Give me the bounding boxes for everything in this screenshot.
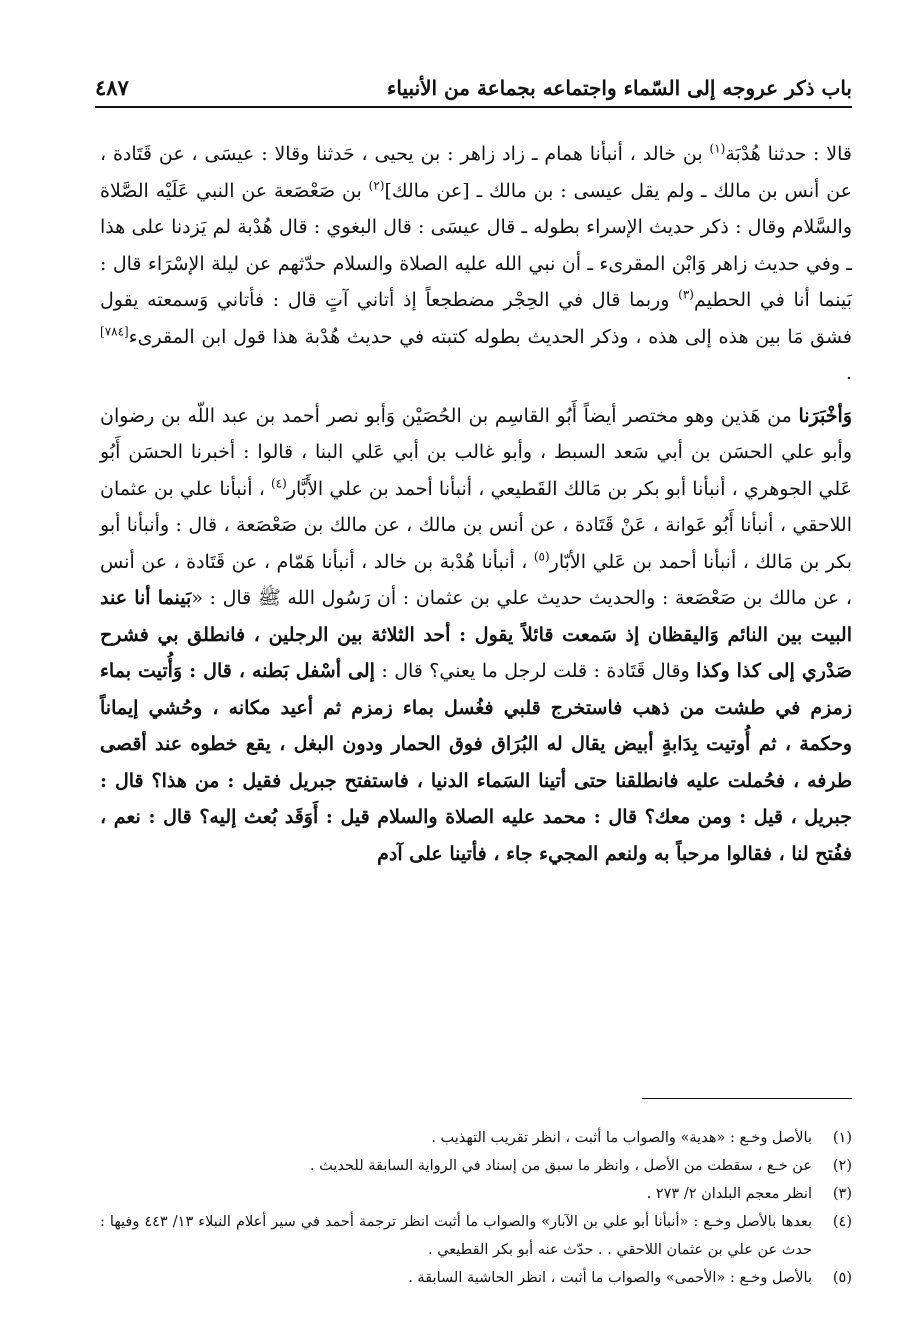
footnote-number: (٥) (832, 1270, 852, 1286)
text-run: ، أنبأنا علي بن عثمان اللاحقي ، أنبأنا أَبُو عَوانة ، عَنْ قَتَادة ، عن أنس بن مالك ، عن مالك بن صَعْصَعة ، قال : وأنبأنا أبو بكر بن مَالك ، أنبأنا أحمد بن عَلي الأبّار (100, 477, 852, 573)
footnote-item (100, 1152, 852, 1180)
footnote-text: انظر معجم البلدان ٢/ ٢٧٣ . (646, 1186, 812, 1202)
footnotes (100, 1124, 852, 1292)
footnote-item (100, 1264, 852, 1292)
footnote-marker: (٢) (368, 178, 385, 193)
footnote-number: (٤) (832, 1214, 852, 1230)
text-run: ، أنبأنا هُدْبة بن خالد ، أنبأنا هَمّام ، عن قَتَادة ، عن أنس ، عن مالك بن صَعْصَعة : والحديث حديث علي بن عثمان : أن رَسُول الله ﷺ قال : « (100, 550, 852, 609)
footnote-item (100, 1208, 852, 1264)
running-title: باب ذكر عروجه إلى السّماء واجتماعه بجماعة من الأنبياء (387, 76, 852, 100)
text-run: من هَذين وهو مختصر أيضاً أَبُو القاسِم بن الحُصَيْن وَأبو نصر أحمد بن عبد اللّه بن رضوان وأبو علي الحسَن بن أبي سَعد السبط ، وأبو غالب بن أبي عَلي البنا ، قالوا : أخبرنا الحسَن أَبُو عَلي الجوهري ، أنبأنا أبو بكر بن مَالك القَطيعي ، أنبأنا أحمد بن علي الأَبَّار (100, 404, 852, 500)
text-run: بن خالد ، أنبأنا همام ـ زاد زاهر : بن يحيى ، حَدثنا وقالا : عيسَى ، عن قَتَادة ، عن أنس بن مالك ـ ولم يقل عيسى : بن مالك ـ [عن مالك] (100, 143, 853, 202)
footnote-marker: (٤) (270, 476, 287, 491)
footnote-text: بالأصل وخـع : «هدية» والصواب ما أثبت ، انظر تقريب التهذيب . (431, 1130, 812, 1146)
footnote-marker: (١) (709, 141, 726, 156)
footnote-item (100, 1124, 852, 1152)
footnote-marker: [٧٨٤] (100, 324, 129, 339)
text-run: بن صَعْصَعة عن النبي عَلَيْه الصَّلاة والسَّلام وقال : ذكر حديث الإسراء بطوله ـ قال عيسَى : قال البغوي : قال هُدْبة لم يَزدنا على هذا ـ وفي حديث زاهر وَابْن المقرىء ـ أن نبي الله عليه الصلاة والسلام حدّثهم عن ليلة الإسْرَاء قال : بَينما أنا في الحطيم (100, 179, 852, 311)
text-run: وربما قال في الحِجْر مضطجعاً إذ أتاني آتٍ قال : فأتاني وَسمعته يقول فشق مَا بين هذه إلى هذه ، وذكر الحديث بطوله كتبته في حديث هُدْبة هذا قول ابن المقرىء (100, 289, 852, 348)
footnote-item (100, 1180, 852, 1208)
paragraph-lead-word: وَأخْبَرَنا (798, 404, 852, 427)
main-text (100, 136, 852, 872)
hadith-text: إلى أسْفل بَطنه ، قال : وَأُتيت بماء زمزم في طشت من ذهب فاستخرج قلبي فغُسل بماء زمزم ثم أعيد مكانه ، وحُشي إيماناً وحكمة ، ثم أُوتيت بِدَابةٍ أبيض يقال له البُرَاق فوق الحمار ودون البغل ، يقع خطوه عند أقصى طرفه ، فحُملت عليه فانطلقنا حتى أتينا السَماء الدنيا ، فاستفتح جبريل فقيل : من هذا؟ قال : جبريل ، قيل : ومن معك؟ قال : محمد عليه الصلاة والسلام قيل : أَوَقَد بُعث إليه؟ قال : نعم ، ففُتح لنا ، فقالوا مرحباً به ولنعم المجيء جاء ، فأتينا على آدم (100, 660, 852, 865)
page-number: ٤٨٧ (95, 75, 129, 100)
footnote-text: عن خـع ، سقطت من الأصل ، وانظر ما سبق من إسناد في الرواية السابقة للحديث . (309, 1158, 812, 1174)
hadith-text: بَينما أنا عند البيت بين النائم وَاليقظان إذ سَمعت قائلاً يقول : أحد الثلاثة بين الرجلين ، فانطلق بي فشرح صَدْري إلى كذا وكذا (100, 587, 852, 682)
footnote-text: بالأصل وخـع : «الأحمى» والصواب ما أثبت ، انظر الحاشية السابقة . (408, 1270, 812, 1286)
footnote-number: (٣) (832, 1186, 852, 1202)
footnote-marker: (٣) (678, 287, 694, 302)
paragraph (100, 398, 852, 873)
footnote-text: بعدها بالأصل وخـع : «أنبأنا أبو علي بن الآبار» والصواب ما أثبت انظر ترجمة أحمد في سير أعلام النبلاء ١٣/ ٤٤٣ وفيها : حدث عن علي بن عثمان اللاحقي . . حدّث عنه أبو بكر القطيعي . (100, 1214, 812, 1258)
footnote-marker: (٥) (533, 549, 550, 564)
footnote-number: (١) (832, 1130, 852, 1146)
footnote-number: (٢) (832, 1158, 852, 1174)
footnote-divider (642, 1098, 852, 1099)
page-header (95, 62, 852, 108)
text-run: وقال قَتَادة : قلت لرجل ما يعني؟ قال : (374, 660, 697, 682)
paragraph (100, 136, 852, 392)
text-run: قالا : حدثنا هُدْبَة (725, 143, 852, 165)
text-run: . (845, 362, 852, 384)
